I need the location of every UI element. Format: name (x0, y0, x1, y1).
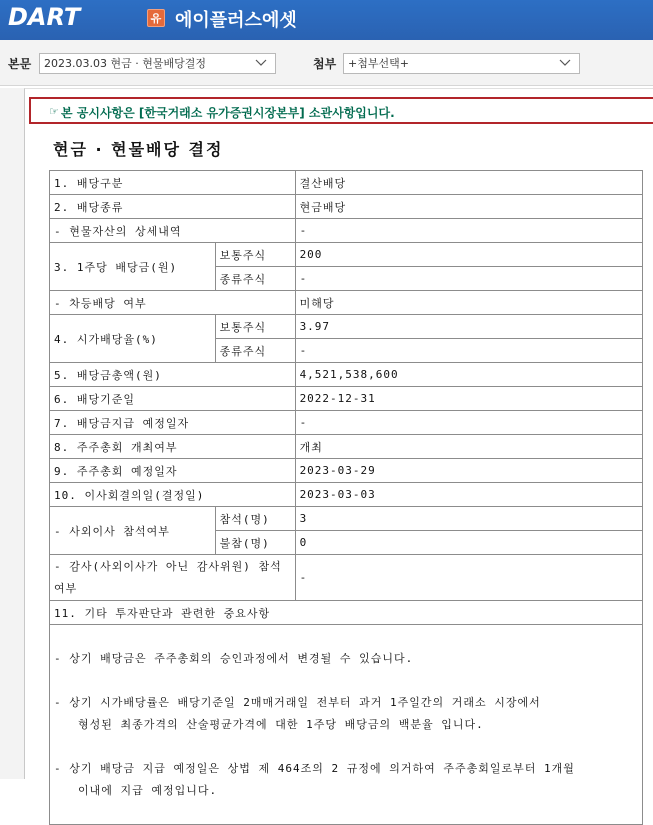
table-row (50, 291, 643, 315)
attachment-label: 첨부 (313, 57, 337, 71)
logo-text: DART (8, 3, 81, 31)
row-value: 결산배당 (295, 171, 642, 195)
row-value: 미해당 (295, 291, 642, 315)
row-sublabel: 불참(명) (215, 531, 295, 555)
row-label: - 감사(사외이사가 아닌 감사위원) 참석여부 (50, 555, 296, 601)
notice-box (29, 97, 653, 124)
note-1: - 상기 배당금은 주주총회의 승인과정에서 변경될 수 있습니다. (54, 651, 414, 665)
row-label: 3. 1주당 배당금(원) (50, 243, 216, 291)
row-label: 1. 배당구분 (50, 171, 296, 195)
row-label: 10. 이사회결의일(결정일) (50, 483, 296, 507)
row-value: - (295, 219, 642, 243)
row-value: - (295, 555, 642, 601)
row-sublabel: 보통주식 (215, 243, 295, 267)
row-value: - (295, 267, 642, 291)
corp-type-badge: 유 (147, 9, 165, 27)
row-label: 6. 배당기준일 (50, 387, 296, 411)
row-label: 2. 배당종류 (50, 195, 296, 219)
row-label: - 현물자산의 상세내역 (50, 219, 296, 243)
toolbar (0, 40, 653, 86)
table-row (50, 387, 643, 411)
table-row (50, 555, 643, 601)
row-label: 11. 기타 투자판단과 관련한 중요사항 (50, 601, 643, 625)
row-value: 현금배당 (295, 195, 642, 219)
main-doc-select-value: 2023.03.03 현금 · 현물배당결정 (44, 57, 206, 70)
row-value: 4,521,538,600 (295, 363, 642, 387)
attachment-select-value: +첨부선택+ (348, 57, 409, 70)
table-row (50, 363, 643, 387)
row-sublabel: 종류주식 (215, 267, 295, 291)
left-gutter (0, 88, 24, 779)
table-row (50, 507, 643, 531)
table-row (50, 171, 643, 195)
table-row (50, 411, 643, 435)
row-label: 7. 배당금지급 예정일자 (50, 411, 296, 435)
dart-logo[interactable] (8, 3, 80, 31)
row-value: 개최 (295, 435, 642, 459)
company-name: 에이플러스에셋 (175, 10, 297, 31)
table-row (50, 243, 643, 267)
top-header (0, 0, 653, 40)
table-row (50, 625, 643, 825)
table-row (50, 483, 643, 507)
table-row (50, 315, 643, 339)
row-sublabel: 보통주식 (215, 315, 295, 339)
table-row (50, 459, 643, 483)
note-2b: 형성된 최종가격의 산술평균가격에 대한 1주당 배당금의 백분율 입니다. (78, 717, 484, 731)
note-3b: 이내에 지급 예정입니다. (78, 783, 218, 797)
row-label: 4. 시가배당율(%) (50, 315, 216, 363)
row-value: - (295, 411, 642, 435)
row-sublabel: 종류주식 (215, 339, 295, 363)
attachment-select[interactable] (343, 53, 580, 74)
table-row (50, 219, 643, 243)
row-value: 3 (295, 507, 642, 531)
table-row (50, 435, 643, 459)
row-value: 200 (295, 243, 642, 267)
row-label: 8. 주주총회 개최여부 (50, 435, 296, 459)
document-title: 현금 · 현물배당 결정 (53, 140, 224, 159)
row-label: 9. 주주총회 예정일자 (50, 459, 296, 483)
row-value: 3.97 (295, 315, 642, 339)
row-value: 0 (295, 531, 642, 555)
row-label: - 차등배당 여부 (50, 291, 296, 315)
row-value: 2022-12-31 (295, 387, 642, 411)
notice-text: 본 공시사항은 [한국거래소 유가증권시장본부] 소관사항입니다. (61, 106, 395, 120)
row-value: 2023-03-29 (295, 459, 642, 483)
note-2a: - 상기 시가배당률은 배당기준일 2매매거래일 전부터 과거 1주일간의 거래소 시장에서 (54, 695, 541, 709)
row-value: 2023-03-03 (295, 483, 642, 507)
chevron-down-icon (255, 55, 267, 71)
table-row (50, 601, 643, 625)
row-sublabel: 참석(명) (215, 507, 295, 531)
pointing-hand-icon: ☞ (49, 105, 59, 118)
main-doc-select[interactable] (39, 53, 276, 74)
row-label: - 사외이사 참석여부 (50, 507, 216, 555)
table-row (50, 195, 643, 219)
chevron-down-icon (559, 55, 571, 71)
notes-cell (50, 625, 643, 825)
row-label: 5. 배당금총액(원) (50, 363, 296, 387)
main-doc-label: 본문 (8, 57, 32, 71)
row-value: - (295, 339, 642, 363)
disclosure-table (49, 170, 643, 825)
note-3a: - 상기 배당금 지급 예정일은 상법 제 464조의 2 규정에 의거하여 주주총회일로부터 1개월 (54, 761, 575, 775)
